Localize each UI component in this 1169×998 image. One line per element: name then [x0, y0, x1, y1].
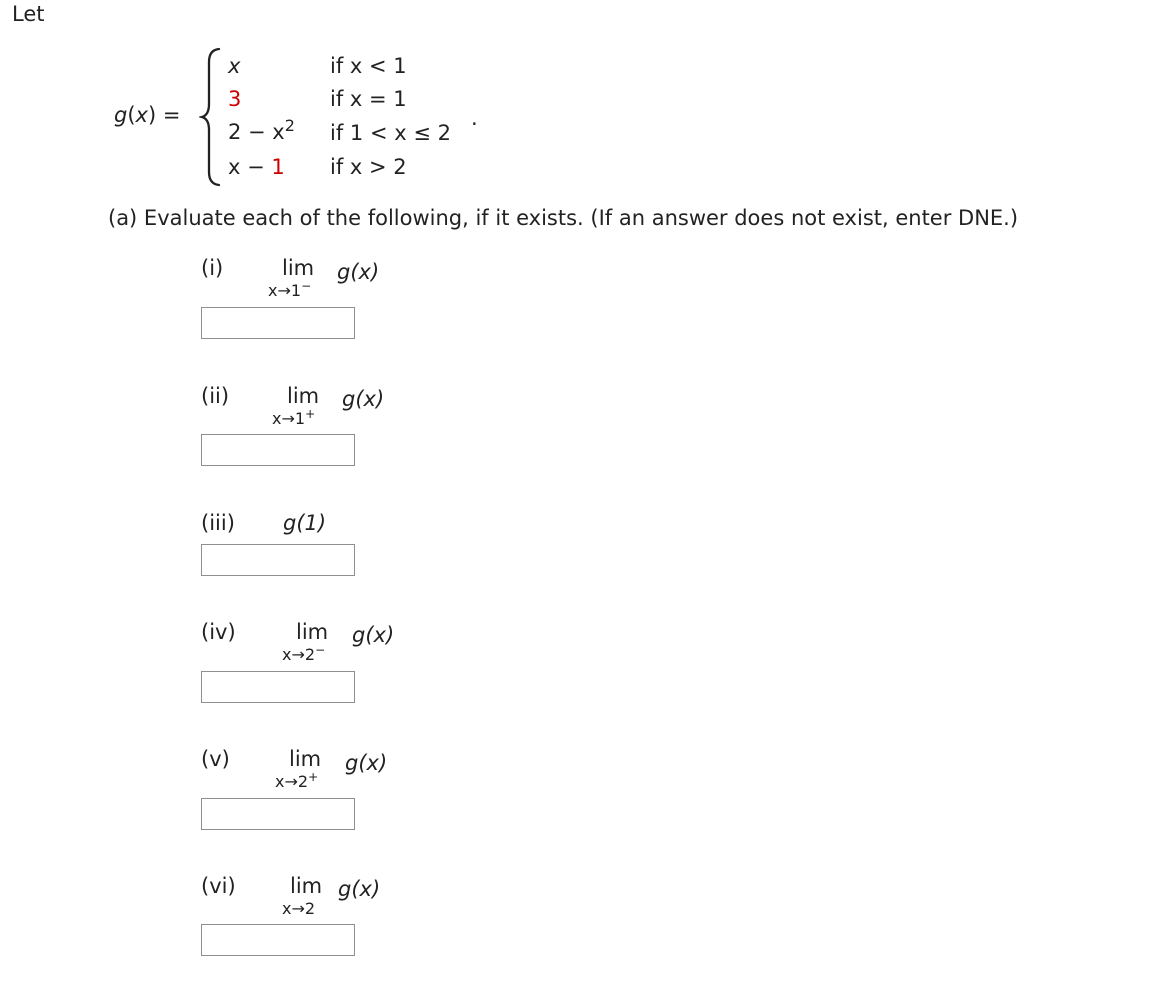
question-1-expression: g(x) — [337, 260, 380, 284]
question-2-lim: lim — [287, 384, 320, 408]
question-2-label: (ii) — [201, 384, 230, 408]
case-2-condition: if x = 1 — [330, 87, 407, 111]
question-4-label: (iv) — [201, 620, 236, 644]
question-2-lim-subscript: x→1+ — [272, 407, 316, 428]
question-5-label: (v) — [201, 747, 230, 771]
question-1-label: (i) — [201, 256, 224, 280]
question-6-lim-subscript: x→2 — [282, 899, 316, 918]
case-4-condition: if x > 2 — [330, 155, 407, 179]
function-name: g(x) = — [114, 103, 181, 127]
case-3-expr: $2 - x^2$ — [228, 116, 295, 144]
question-4-lim-subscript: x→2− — [282, 643, 326, 664]
question-5-lim: lim — [289, 747, 322, 771]
definition-period: . — [471, 106, 478, 130]
question-6-lim: lim — [290, 874, 323, 898]
case-3-condition: if 1 < x ≤ 2 — [330, 121, 451, 145]
question-5-expression: g(x) — [345, 751, 388, 775]
question-5-lim-subscript: x→2+ — [275, 770, 319, 791]
question-6-expression: g(x) — [338, 877, 381, 901]
question-1-lim-subscript: x→1− — [268, 279, 312, 300]
question-5-answer-input[interactable] — [201, 798, 355, 830]
question-3-answer-input[interactable] — [201, 544, 355, 576]
intro-text: Let — [12, 2, 45, 26]
question-3-label: (iii) — [201, 511, 235, 535]
case-1-expr: x — [228, 54, 241, 78]
part-a-instructions: (a) Evaluate each of the following, if it exists. (If an answer does not exist, enter DNE.) — [108, 206, 1019, 230]
question-4-answer-input[interactable] — [201, 671, 355, 703]
case-4-expr: x − 1 — [228, 155, 285, 179]
question-4-expression: g(x) — [352, 623, 395, 647]
question-1-answer-input[interactable] — [201, 307, 355, 339]
question-3-expression: g(1) — [283, 511, 327, 535]
question-1-lim: lim — [282, 256, 315, 280]
question-2-expression: g(x) — [342, 387, 385, 411]
left-brace — [199, 46, 225, 188]
question-6-answer-input[interactable] — [201, 924, 355, 956]
question-6-label: (vi) — [201, 874, 236, 898]
question-2-answer-input[interactable] — [201, 434, 355, 466]
case-1-condition: if x < 1 — [330, 54, 407, 78]
case-2-expr: 3 — [228, 87, 242, 111]
question-4-lim: lim — [296, 620, 329, 644]
